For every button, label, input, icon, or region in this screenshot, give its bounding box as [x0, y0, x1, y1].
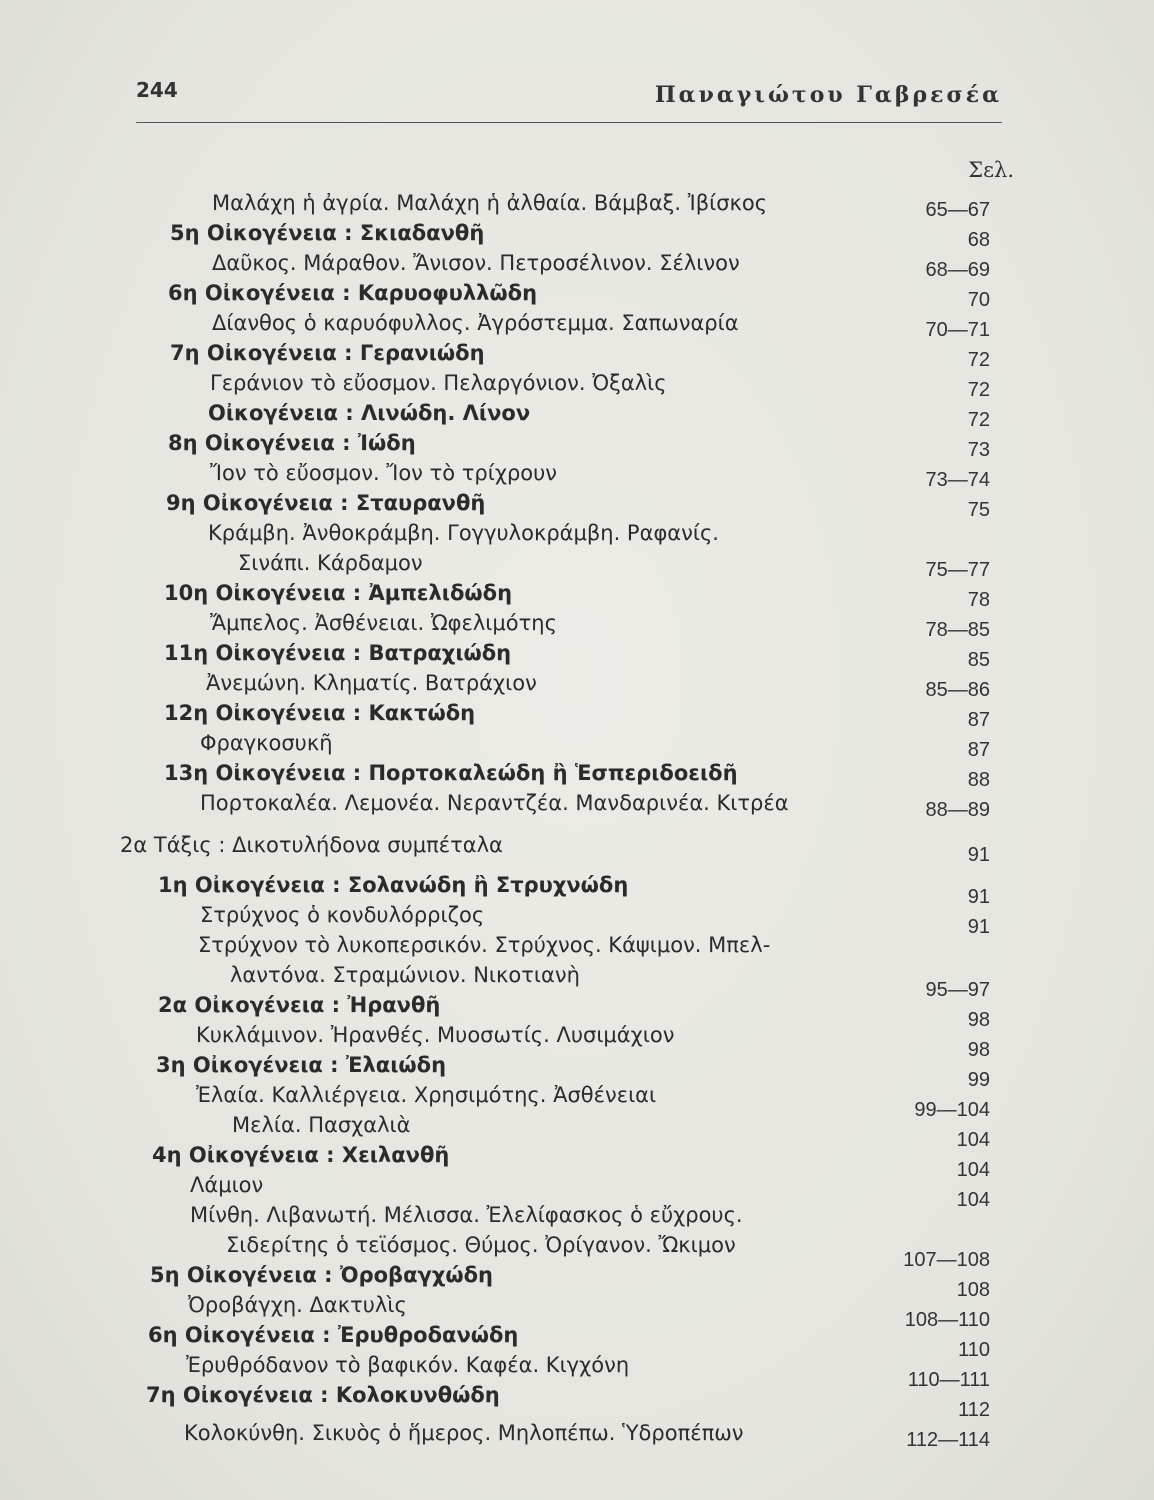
family-heading: 6η Οἰκογένεια : Ἐρυθροδανώδη	[148, 1323, 519, 1347]
page-column-label: Σελ.	[968, 158, 1014, 182]
toc-entry	[0, 1020, 1154, 1061]
toc-entry	[0, 870, 1154, 908]
toc-entry	[0, 1200, 1154, 1230]
page-ref: 70—71	[925, 319, 990, 341]
entry-text: Μελία. Πασχαλιὰ	[232, 1113, 411, 1137]
family-heading: 5η Οἰκογένεια : Ὀροβαγχώδη	[150, 1263, 493, 1287]
family-heading: 1η Οἰκογένεια : Σολανώδη ἢ Στρυχνώδη	[158, 873, 629, 897]
running-head: Παναγιώτου Γαβρεσέα	[654, 82, 1002, 108]
page-ref: 73—74	[925, 469, 990, 491]
toc-entry	[0, 188, 1154, 221]
page-ref: 87	[967, 709, 990, 731]
toc-entry	[0, 638, 1154, 671]
page-ref: 107—108	[903, 1249, 990, 1271]
page-ref: 104	[956, 1189, 990, 1211]
entry-text: Πορτοκαλέα. Λεμονέα. Νεραντζέα. Μανδαρινέα. Κιτρέα	[200, 791, 789, 815]
page-ref: 68—69	[925, 259, 990, 281]
toc-entry	[0, 830, 1154, 866]
toc-entry	[0, 960, 1154, 1001]
entry-text: Κράμβη. Ἀνθοκράμβη. Γογγυλοκράμβη. Ραφανίς.	[208, 521, 719, 545]
page-ref: 75	[967, 499, 990, 521]
page-ref: 104	[956, 1129, 990, 1151]
toc-entry	[0, 1170, 1154, 1211]
entry-text: Στρύχνος ὁ κονδυλόρριζος	[200, 903, 485, 927]
toc-entry	[0, 308, 1154, 341]
page-ref: 72	[967, 349, 990, 371]
entry-text: Ἴον τὸ εὔοσμον. Ἴον τὸ τρίχρουν	[210, 461, 558, 485]
toc-entry	[0, 758, 1154, 791]
toc-entry	[0, 428, 1154, 461]
toc-entry	[0, 338, 1154, 371]
toc-entry	[0, 278, 1154, 311]
toc-entry	[0, 548, 1154, 581]
toc-entry	[0, 900, 1154, 938]
page-ref: 91	[967, 916, 990, 938]
entry-text: Λάμιον	[190, 1173, 264, 1197]
page-ref: 112—114	[906, 1429, 990, 1451]
page-ref: 91	[967, 886, 990, 908]
page-ref: 73	[967, 439, 990, 461]
toc-entry	[0, 248, 1154, 281]
page-ref: 78—85	[925, 619, 990, 641]
family-heading: 2α Οἰκογένεια : Ἠρανθῆ	[158, 993, 441, 1017]
entry-text: λαντόνα. Στραμώνιον. Νικοτιανὴ	[230, 963, 580, 987]
page-ref: 68	[967, 229, 990, 251]
toc-entry	[0, 1080, 1154, 1121]
entry-text: Σιδερίτης ὁ τεϊόσμος. Θύμος. Ὀρίγανον. Ὤκιμον	[226, 1233, 736, 1257]
toc-entry	[0, 608, 1154, 641]
toc-entry	[0, 1290, 1154, 1331]
toc-entry	[0, 578, 1154, 611]
toc-entry	[0, 1350, 1154, 1391]
family-heading: 9η Οἰκογένεια : Σταυρανθῆ	[166, 491, 486, 515]
page-ref: 108	[956, 1279, 990, 1301]
family-heading: 8η Οἰκογένεια : Ἰώδη	[168, 431, 416, 455]
page-ref: 98	[967, 1039, 990, 1061]
page-ref: 88	[967, 769, 990, 791]
family-heading: 10η Οἰκογένεια : Ἀμπελιδώδη	[164, 581, 513, 605]
family-heading: 6η Οἰκογένεια : Καρυοφυλλῶδη	[168, 281, 538, 305]
entry-text: Ἄμπελος. Ἀσθένειαι. Ὠφελιμότης	[210, 611, 557, 635]
family-heading: 13η Οἰκογένεια : Πορτοκαλεώδη ἢ Ἑσπεριδοειδῆ	[164, 761, 738, 785]
toc-entry	[0, 1380, 1154, 1421]
entry-text: Ἐρυθρόδανον τὸ βαφικόν. Καφέα. Κιγχόνη	[186, 1353, 630, 1377]
toc-entry	[0, 788, 1154, 821]
page-ref: 87	[967, 739, 990, 761]
page-number: 244	[136, 78, 178, 102]
page-ref: 70	[967, 289, 990, 311]
entry-text: Κυκλάμινον. Ἠρανθές. Μυοσωτίς. Λυσιμάχιον	[196, 1023, 675, 1047]
entry-text: Κολοκύνθη. Σικυὸς ὁ ἥμερος. Μηλοπέπω. Ὑδροπέπων	[184, 1421, 744, 1445]
class-title: Δικοτυλήδονα συμπέταλα	[232, 833, 503, 857]
toc-entry	[0, 1260, 1154, 1301]
page-ref: 110	[958, 1339, 990, 1361]
toc-entry	[0, 1320, 1154, 1361]
family-heading: 11η Οἰκογένεια : Βατραχιώδη	[164, 641, 512, 665]
toc-entry	[0, 488, 1154, 521]
family-heading: 3η Οἰκογένεια : Ἐλαιώδη	[156, 1053, 447, 1077]
toc-entry	[0, 458, 1154, 491]
page-ref: 72	[967, 379, 990, 401]
entry-text: Ἐλαία. Καλλιέργεια. Χρησιμότης. Ἀσθένειαι	[196, 1083, 657, 1107]
toc-entry	[0, 1230, 1154, 1271]
toc-entry	[0, 668, 1154, 701]
toc-entry	[0, 218, 1154, 251]
entry-text: Δαῦκος. Μάραθον. Ἄνισον. Πετροσέλινον. Σέλινον	[212, 251, 740, 275]
family-heading: 12η Οἰκογένεια : Κακτώδη	[164, 701, 476, 725]
page-ref: 108—110	[904, 1309, 990, 1331]
page-ref: 78	[967, 589, 990, 611]
toc-entry	[0, 518, 1154, 548]
class-label: 2α Τάξις :	[120, 833, 233, 857]
page-ref: 95—97	[925, 979, 990, 1001]
page-ref: 75—77	[925, 559, 990, 581]
toc-entry	[0, 368, 1154, 401]
family-heading: 7η Οἰκογένεια : Κολοκυνθώδη	[146, 1383, 500, 1407]
toc-entry	[0, 398, 1154, 431]
page-ref: 110—111	[907, 1369, 990, 1391]
entry-text: Σινάπι. Κάρδαμον	[238, 551, 423, 575]
toc-entry	[0, 1418, 1154, 1451]
page-ref: 98	[967, 1009, 990, 1031]
entry-text: Ἀνεμώνη. Κληματίς. Βατράχιον	[206, 671, 537, 695]
family-heading: 7η Οἰκογένεια : Γερανιώδη	[170, 341, 485, 365]
page-ref: 99	[967, 1069, 990, 1091]
toc-entry	[0, 728, 1154, 761]
family-heading: 5η Οἰκογένεια : Σκιαδανθῆ	[170, 221, 485, 245]
entry-text: Δίανθος ὁ καρυόφυλλος. Ἀγρόστεμμα. Σαπωναρία	[212, 311, 739, 335]
class-heading	[120, 830, 503, 860]
page-ref: 88—89	[925, 799, 990, 821]
toc-entry	[0, 930, 1154, 960]
page-ref: 85	[967, 649, 990, 671]
entry-text: Φραγκοσυκῆ	[200, 731, 333, 755]
family-heading: Οἰκογένεια : Λινώδη. Λίνον	[208, 401, 531, 425]
toc-entry	[0, 1140, 1154, 1181]
page-ref: 91	[967, 844, 990, 866]
entry-text: Στρύχνον τὸ λυκοπερσικόν. Στρύχνος. Κάψιμον. Μπελ-	[198, 933, 771, 957]
family-heading: 4η Οἰκογένεια : Χειλανθῆ	[152, 1143, 450, 1167]
page-ref: 72	[967, 409, 990, 431]
page-ref: 112	[958, 1399, 990, 1421]
toc-entry	[0, 1050, 1154, 1091]
page-ref: 99—104	[914, 1099, 990, 1121]
entry-text: Ὀροβάγχη. Δακτυλὶς	[188, 1293, 407, 1317]
toc-entry	[0, 1110, 1154, 1151]
page-ref: 104	[956, 1159, 990, 1181]
entry-text: Μαλάχη ἡ ἀγρία. Μαλάχη ἡ ἀλθαία. Βάμβαξ. Ἰβίσκος	[212, 191, 768, 215]
entry-text: Μίνθη. Λιβανωτή. Μέλισσα. Ἐλελίφασκος ὁ εὔχρους.	[190, 1203, 743, 1227]
toc-entry	[0, 698, 1154, 731]
toc-entry	[0, 990, 1154, 1031]
page-ref: 85—86	[925, 679, 990, 701]
entry-text: Γεράνιον τὸ εὔοσμον. Πελαργόνιον. Ὀξαλὶς	[210, 371, 667, 395]
page-ref: 65—67	[925, 199, 990, 221]
